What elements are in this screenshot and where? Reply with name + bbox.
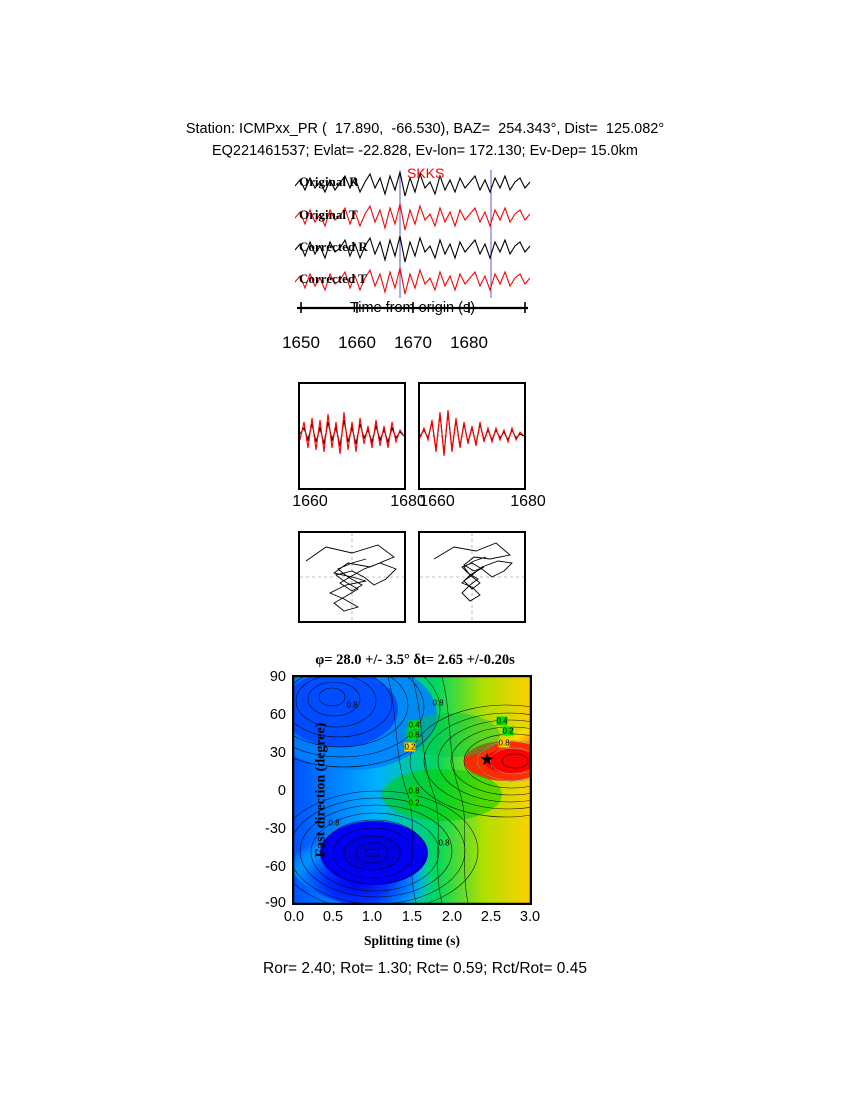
- contour-label-0: 0.8: [346, 700, 358, 710]
- ytick-neg90: -90: [265, 895, 286, 911]
- ytick-30: 30: [269, 745, 286, 761]
- contour-label-7: 0.8: [498, 738, 510, 748]
- contour-panel: [265, 669, 541, 948]
- contour-label-11: 0.8: [438, 838, 450, 848]
- footer-stats: Ror= 2.40; Rot= 1.30; Rct= 0.59; Rct/Rot= 0.45: [263, 960, 587, 977]
- time-tick-1680: 1680: [450, 333, 488, 352]
- figure-header: [0, 118, 850, 162]
- contour-label-5: 0.4: [496, 716, 508, 726]
- mini-tick-right-1680: 1680: [510, 493, 546, 510]
- contour-label-2: 0.4: [408, 720, 420, 730]
- trace-label-original-t: Original T: [299, 207, 358, 222]
- trace-label-original-r: Original R: [299, 174, 359, 189]
- xtick-0-5: 0.5: [322, 909, 344, 925]
- uncorrected-waveform-box: [298, 382, 406, 490]
- corrected-waveform-traces: [420, 384, 524, 488]
- corrected-particle-motion-box: [418, 531, 526, 623]
- contour-label-6: 0.2: [502, 726, 514, 736]
- xtick-0-0: 0.0: [283, 909, 305, 925]
- time-tick-1650: 1650: [282, 333, 320, 352]
- phase-label-skks: SKKS: [407, 165, 445, 181]
- contour-label-9: 0.2: [408, 798, 420, 808]
- uncorrected-waveform-traces: [300, 384, 404, 488]
- xtick-3-0: 3.0: [519, 909, 541, 925]
- xtick-2-0: 2.0: [441, 909, 463, 925]
- ytick-neg30: -30: [265, 821, 286, 837]
- waveform-panel: [295, 168, 530, 308]
- ytick-60: 60: [269, 707, 286, 723]
- trace-label-corrected-r: Corrected R: [299, 239, 368, 254]
- corrected-waveform-box: [418, 382, 526, 490]
- uncorrected-particle-motion: [300, 533, 404, 621]
- contour-label-10: 0.8: [328, 818, 340, 828]
- contour-xlabel: Splitting time (s): [364, 933, 460, 948]
- trace-label-corrected-t: Corrected T: [299, 271, 367, 286]
- best-solution-star: ★: [479, 750, 495, 769]
- time-tick-1660: 1660: [338, 333, 376, 352]
- mini-tick-left-1660: 1660: [292, 493, 328, 510]
- contour-label-3: 0.8: [408, 730, 420, 740]
- ytick-0: 0: [277, 783, 286, 799]
- contour-label-1: 0.8: [432, 698, 444, 708]
- xtick-1-0: 1.0: [361, 909, 383, 925]
- contour-label-8: 0.8: [408, 786, 420, 796]
- mini-tick-left-1680: 1680: [390, 493, 426, 510]
- corrected-particle-motion: [420, 533, 524, 621]
- ytick-90: 90: [269, 669, 286, 685]
- header-line-station: Station: ICMPxx_PR ( 17.890, -66.530), BAZ= 254.343°, Dist= 125.082°: [185, 121, 665, 137]
- contour-title: φ= 28.0 +/- 3.5° δt= 2.65 +/-0.20s: [315, 652, 515, 668]
- uncorrected-particle-motion-box: [298, 531, 406, 623]
- header-line-event: EQ221461537; Evlat= -22.828, Ev-lon= 172.130; Ev-Dep= 15.0km: [211, 143, 638, 159]
- time-tick-1670: 1670: [394, 333, 432, 352]
- ytick-neg60: -60: [265, 859, 286, 875]
- mini-tick-right-1660: 1660: [419, 493, 455, 510]
- time-axis-title: Time from origin (s): [349, 300, 476, 316]
- contour-ylabel: Fast direction (degree): [313, 722, 329, 858]
- contour-label-4: 0.2: [404, 742, 416, 752]
- xtick-2-5: 2.5: [480, 909, 502, 925]
- xtick-1-5: 1.5: [401, 909, 423, 925]
